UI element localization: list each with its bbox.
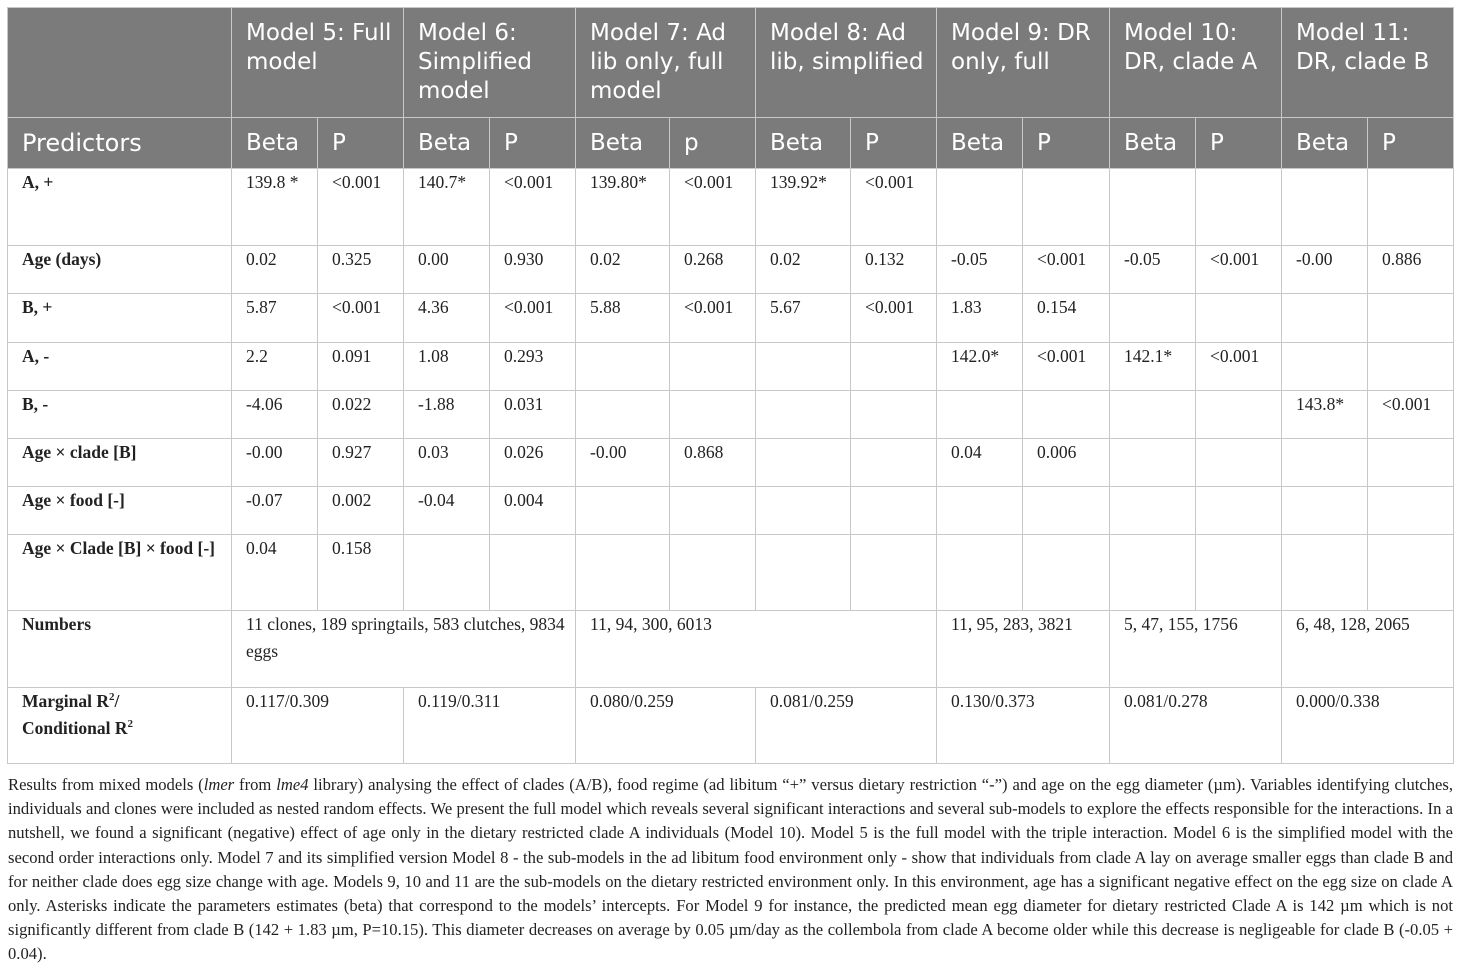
results-table [7,7,1454,764]
table-cell [670,535,756,611]
table-cell: <0.001 [670,169,756,246]
table-cell: 0.154 [1023,294,1110,343]
table-cell: 0.868 [670,439,756,487]
table-cell: 142.0* [937,343,1023,391]
caption-text: library) analysing the effect of clades (A/B), food regime (ad libitum “+” versus dietary restriction “-”) and age on the egg diameter (µm). Variables identifying clutches, individuals and clones were included as nested random effects. We present the full model which reveals several significant interactions and several sub-models to explore the effects responsible for the interactions. In a nutshell, we found a significant (negative) effect of age only in the dietary restricted clade A individuals (Model 10). Model 5 is the full model with the triple interaction. Model 6 is the simplified model with the second order interactions only. Model 7 and its simplified version Model 8 - the sub-models in the ad libitum food environment only - show that individuals from clade A lay on average smaller eggs than clade B and for neither clade does egg size change with age. Models 9, 10 and 11 are the sub-models on the dietary restricted environment only. In this environment, age has a significant negative effect on the egg size on clade A only. Asterisks indicate the parameters estimates (beta) that correspond to the models’ intercepts. For Model 9 for instance, the predicted mean egg diameter for dietary restricted Clade A is 142 µm which is not significantly different from clade B (142 + 1.83 µm, P=10.15). This diameter decreases on average by 0.05 µm/day as the collembola from clade A become older while this decrease is negligeable for clade B (-0.05 + 0.04). [8,775,1453,964]
table-cell: 139.8 * [232,169,318,246]
r2-cell: 0.119/0.311 [404,688,576,764]
table-cell: 0.006 [1023,439,1110,487]
table-cell [1196,169,1282,246]
table-row [8,487,1454,535]
table-cell: 143.8* [1282,391,1368,439]
table-cell: <0.001 [851,169,937,246]
table-cell: 0.325 [318,246,404,294]
column-header-row [8,118,1454,169]
table-cell: 0.002 [318,487,404,535]
table-cell [670,343,756,391]
model-10-header: Model 10: DR, clade A [1110,8,1282,118]
model-9-header: Model 9: DR only, full [937,8,1110,118]
table-cell [756,343,851,391]
table-cell [1282,343,1368,391]
predictor-label: Age × Clade [B] × food [-] [8,535,232,611]
column-header: Beta [756,118,851,169]
table-cell [756,439,851,487]
table-cell: 4.36 [404,294,490,343]
table-cell [756,391,851,439]
table-cell: 0.293 [490,343,576,391]
table-cell [1368,294,1454,343]
predictor-label: A, + [8,169,232,246]
table-cell [851,439,937,487]
r2-cell: 0.000/0.338 [1282,688,1454,764]
table-cell [937,487,1023,535]
table-cell: <0.001 [851,294,937,343]
table-cell [1023,169,1110,246]
predictor-label: Age (days) [8,246,232,294]
r2-cell: 0.117/0.309 [232,688,404,764]
column-header: P [851,118,937,169]
table-cell: <0.001 [318,294,404,343]
model-7-header: Model 7: Ad lib only, full model [576,8,756,118]
table-cell [1110,294,1196,343]
table-cell [1196,294,1282,343]
table-cell [1282,487,1368,535]
table-cell [1282,169,1368,246]
table-cell [1368,169,1454,246]
predictor-label: A, - [8,343,232,391]
table-row [8,535,1454,611]
table-cell [1196,487,1282,535]
numbers-cell-model-9: 11, 95, 283, 3821 [937,611,1110,688]
column-header: Beta [404,118,490,169]
table-cell: <0.001 [1023,343,1110,391]
table-cell: -0.05 [1110,246,1196,294]
table-cell: 5.67 [756,294,851,343]
table-cell [1368,487,1454,535]
table-cell: 0.02 [756,246,851,294]
table-cell: 0.022 [318,391,404,439]
table-cell [937,391,1023,439]
table-caption [8,773,1453,967]
table-cell [756,535,851,611]
table-cell: 0.02 [576,246,670,294]
table-cell [1110,487,1196,535]
table-cell [1110,535,1196,611]
table-cell: 0.132 [851,246,937,294]
table-cell: 139.80* [576,169,670,246]
table-cell [1368,343,1454,391]
table-cell: <0.001 [490,169,576,246]
table-cell [1368,535,1454,611]
table-cell: 0.04 [937,439,1023,487]
table-cell: <0.001 [490,294,576,343]
table-cell [851,535,937,611]
corner-cell [8,8,232,118]
table-cell [576,391,670,439]
table-cell: <0.001 [1368,391,1454,439]
table-cell [1196,439,1282,487]
table-cell: -0.07 [232,487,318,535]
table-cell: 0.02 [232,246,318,294]
model-5-header: Model 5: Full model [232,8,404,118]
table-cell: 0.026 [490,439,576,487]
table-cell: -0.05 [937,246,1023,294]
r2-row [8,688,1454,764]
table-cell: 0.927 [318,439,404,487]
column-header: Beta [937,118,1023,169]
table-cell: 1.08 [404,343,490,391]
column-header: p [670,118,756,169]
table-row [8,439,1454,487]
table-cell [670,487,756,535]
table-row [8,343,1454,391]
table-cell: 1.83 [937,294,1023,343]
table-cell [1282,294,1368,343]
predictor-label: B, + [8,294,232,343]
table-cell [1196,535,1282,611]
model-header-row [8,8,1454,118]
caption-italic-lme4: lme4 [276,775,309,794]
table-cell: -0.00 [576,439,670,487]
table-cell: 5.87 [232,294,318,343]
column-header: Beta [576,118,670,169]
predictors-header: Predictors [8,118,232,169]
caption-italic-lmer: lmer [203,775,235,794]
table-row [8,246,1454,294]
r2-label: Marginal $R^2/$ Conditional $R^2$ [8,688,232,764]
table-cell: 0.930 [490,246,576,294]
table-cell: <0.001 [318,169,404,246]
table-cell [1110,439,1196,487]
table-cell [1023,391,1110,439]
model-6-header: Model 6: Simplified model [404,8,576,118]
table-cell [1110,391,1196,439]
table-cell: 0.268 [670,246,756,294]
table-cell: 0.031 [490,391,576,439]
r2-conditional-label: Conditional R [22,718,128,738]
predictor-label: B, - [8,391,232,439]
table-cell [851,343,937,391]
table-cell [1023,535,1110,611]
table-cell [576,343,670,391]
table-cell: <0.001 [670,294,756,343]
model-11-header: Model 11: DR, clade B [1282,8,1454,118]
column-header: Beta [1282,118,1368,169]
table-row [8,169,1454,246]
r2-cell: 0.081/0.278 [1110,688,1282,764]
predictor-label: Age × food [-] [8,487,232,535]
table-cell: -0.00 [1282,246,1368,294]
table-cell: <0.001 [1023,246,1110,294]
table-cell: 0.03 [404,439,490,487]
r2-superscript: 2 [127,718,134,731]
table-cell: -0.04 [404,487,490,535]
r2-cell: 0.081/0.259 [756,688,937,764]
table-cell: 2.2 [232,343,318,391]
table-cell: 139.92* [756,169,851,246]
table-cell: -4.06 [232,391,318,439]
caption-text: from [234,775,277,794]
caption-text: Results from mixed models ( [8,775,204,794]
table-row [8,391,1454,439]
table-cell [670,391,756,439]
column-header: P [490,118,576,169]
column-header: P [1196,118,1282,169]
column-header: Beta [232,118,318,169]
table-cell: 0.004 [490,487,576,535]
table-cell: 0.886 [1368,246,1454,294]
table-cell: <0.001 [1196,246,1282,294]
table-cell: <0.001 [1196,343,1282,391]
table-cell: 0.00 [404,246,490,294]
column-header: Beta [1110,118,1196,169]
numbers-row [8,611,1454,688]
table-cell [1110,169,1196,246]
table-cell [1282,439,1368,487]
r2-cell: 0.080/0.259 [576,688,756,764]
table-cell: 140.7* [404,169,490,246]
table-cell: 0.091 [318,343,404,391]
column-header: P [1368,118,1454,169]
table-cell: 0.04 [232,535,318,611]
table-cell [1023,487,1110,535]
predictor-label: Age × clade [B] [8,439,232,487]
table-cell [404,535,490,611]
table-cell [756,487,851,535]
table-cell [851,487,937,535]
table-cell [851,391,937,439]
numbers-cell-model-11: 6, 48, 128, 2065 [1282,611,1454,688]
table-cell: 5.88 [576,294,670,343]
table-cell [937,535,1023,611]
table-cell: -0.00 [232,439,318,487]
r2-marginal-label: Marginal R [22,691,110,711]
table-cell: -1.88 [404,391,490,439]
table-row [8,294,1454,343]
column-header: P [1023,118,1110,169]
numbers-cell-model-10: 5, 47, 155, 1756 [1110,611,1282,688]
numbers-cell-model-7-8: 11, 94, 300, 6013 [576,611,937,688]
table-cell [937,169,1023,246]
numbers-label: Numbers [8,611,232,688]
table-cell: 0.158 [318,535,404,611]
table-cell [576,535,670,611]
table-cell [490,535,576,611]
model-8-header: Model 8: Ad lib, simplified [756,8,937,118]
numbers-cell-model-5-6: 11 clones, 189 springtails, 583 clutches, 9834 eggs [232,611,576,688]
table-cell: 142.1* [1110,343,1196,391]
r2-superscript: 2 [109,691,115,704]
table-cell [576,487,670,535]
table-cell [1282,535,1368,611]
table-cell [1196,391,1282,439]
table-cell [1368,439,1454,487]
r2-cell: 0.130/0.373 [937,688,1110,764]
column-header: P [318,118,404,169]
